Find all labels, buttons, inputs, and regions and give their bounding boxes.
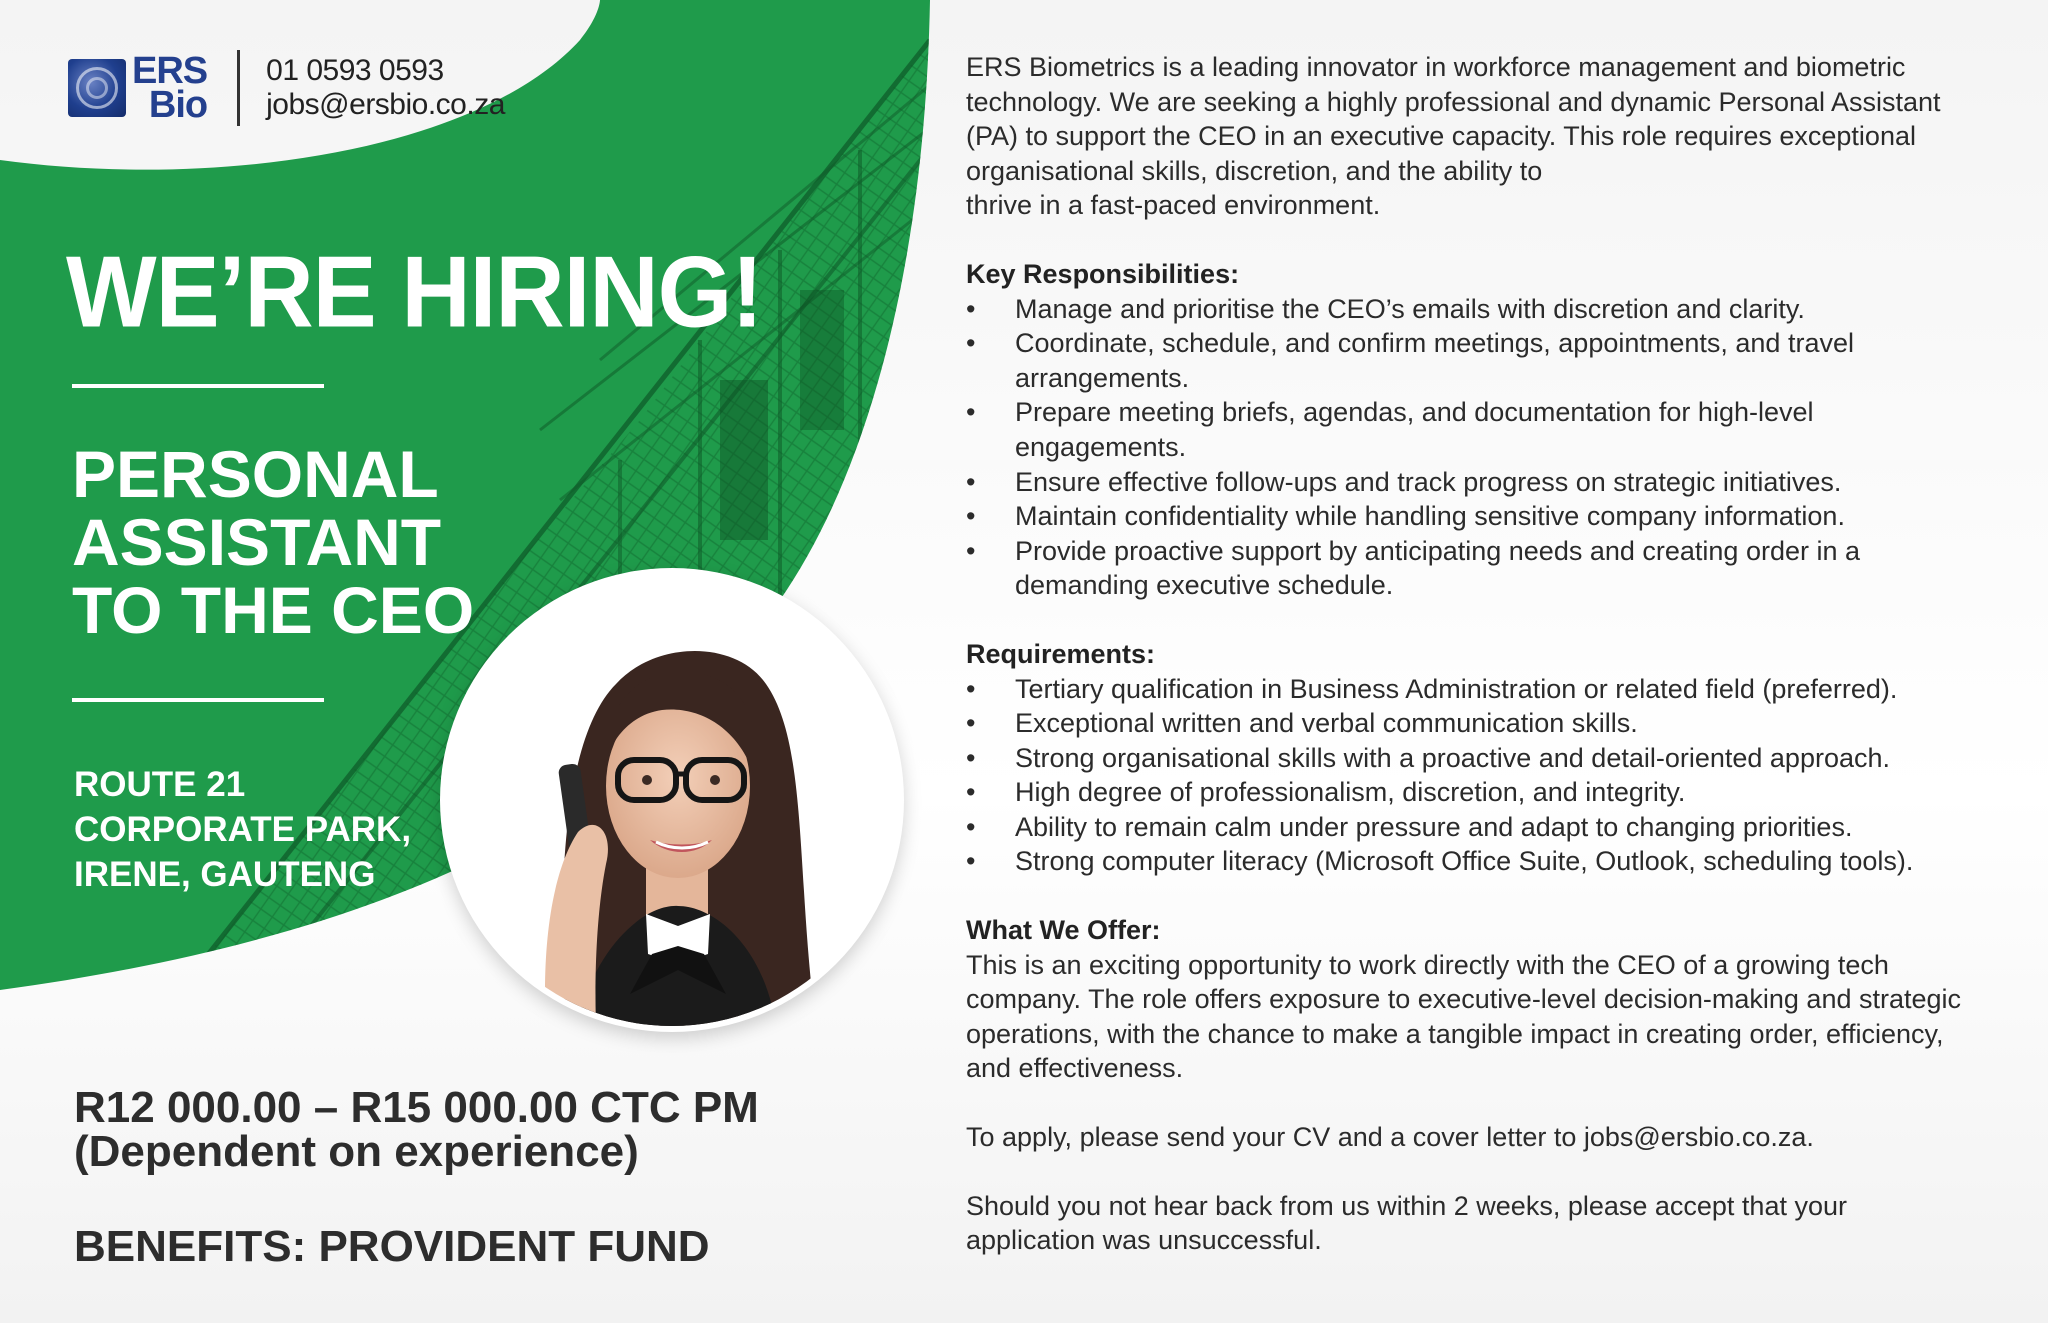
list-item-line: • Maintain confidentiality while handling sensitive company information. [1015,501,1845,532]
job-title-line: TO THE CEO [72,573,475,647]
list-item-line: • Exceptional written and verbal communication skills. [1015,708,1638,739]
logo-line-2: Bio [148,84,208,126]
salary-amount: R12 000.00 – R15 000.00 CTC PM [74,1083,759,1132]
intro-line: ERS Biometrics is a leading innovator in workforce management and biometric [966,52,1906,82]
list-item [966,499,2026,534]
divider-rule-bottom [72,698,324,702]
offer-heading: What We Offer: [966,915,1161,946]
list-item [966,775,2026,810]
offer-line: and effectiveness. [966,1053,1184,1084]
list-item [966,534,2026,603]
spacer [966,223,2026,257]
salary-note: (Dependent on experience) [74,1127,639,1176]
logo-line-1: ERS [132,49,208,92]
offer-line: company. The role offers exposure to executive-level decision-making and strategic [966,984,1962,1015]
benefits-text: BENEFITS: PROVIDENT FUND [74,1222,710,1271]
list-item-line: • Ability to remain calm under pressure and adapt to changing priorities. [1015,811,1853,842]
phone-number: 01 0593 0593 [266,54,444,87]
list-item [966,672,2026,707]
closing-note [966,1189,2026,1258]
divider-rule-top [72,384,324,388]
list-item-line: arrangements. [1015,362,1190,393]
offer-line: This is an exciting opportunity to work directly with the CEO of a growing tech [966,949,1889,980]
list-item-line: • Manage and prioritise the CEO’s emails with discretion and clarity. [1015,293,1805,324]
spacer [966,1086,2026,1120]
closing-line: Should you not hear back from us within 2 weeks, please accept that your [966,1190,1847,1221]
list-item-line: • Provide proactive support by anticipating needs and creating order in a [1015,535,1861,566]
hiring-headline: WE’RE HIRING! [66,236,763,349]
closing-line: application was unsuccessful. [966,1225,1322,1256]
intro-line: technology. We are seeking a highly professional and dynamic Personal Assistant [966,86,1941,117]
location-line: CORPORATE PARK, [74,810,412,849]
intro-line: organisational skills, discretion, and the ability to [966,155,1543,186]
list-item [966,741,2026,776]
list-item-line: • Coordinate, schedule, and confirm meetings, appointments, and travel [1015,328,1854,359]
responsibilities-heading: Key Responsibilities: [966,258,1240,289]
header-divider [237,50,240,126]
brand-header [68,50,505,126]
assistant-portrait-photo [446,574,898,1026]
list-item-line: • Strong organisational skills with a proactive and detail-oriented approach. [1015,742,1891,773]
list-item [966,395,2026,464]
job-title [72,437,475,647]
job-title-line: PERSONAL [72,437,439,511]
location-line: IRENE, GAUTENG [74,855,376,894]
list-item [966,844,2026,879]
list-item-line: • Prepare meeting briefs, agendas, and documentation for high-level [1015,397,1814,428]
list-item-line: engagements. [1015,431,1187,462]
list-item [966,810,2026,845]
spacer [966,603,2026,637]
job-location [74,762,411,897]
responsibilities-list [966,292,2026,603]
spacer [966,879,2026,913]
offer-line: operations, with the chance to make a tangible impact in creating order, efficiency, [966,1018,1944,1049]
fingerprint-logo-icon [68,59,126,117]
intro-paragraph [966,50,2026,223]
list-item-line: • Strong computer literacy (Microsoft Office Suite, Outlook, scheduling tools). [1015,846,1914,877]
contact-details [266,54,505,122]
list-item [966,465,2026,500]
list-item [966,326,2026,395]
job-title-line: ASSISTANT [72,505,442,579]
intro-line: (PA) to support the CEO in an executive capacity. This role requires exceptional [966,121,1916,152]
brand-logo-text [132,49,208,126]
contact-email: jobs@ersbio.co.za [266,88,505,121]
requirements-list [966,672,2026,880]
location-line: ROUTE 21 [74,765,246,804]
requirements-heading: Requirements: [966,638,1156,669]
offer-paragraph [966,948,2026,1086]
job-description [966,50,2026,1258]
list-item [966,292,2026,327]
salary-range [74,1083,759,1176]
spacer [966,1155,2026,1189]
list-item-line: demanding executive schedule. [1015,570,1394,601]
hero-panel [0,0,960,1323]
list-item-line: • High degree of professionalism, discretion, and integrity. [1015,777,1686,808]
list-item [966,706,2026,741]
intro-line: thrive in a fast-paced environment. [966,190,1381,221]
list-item-line: • Tertiary qualification in Business Administration or related field (preferred). [1015,673,1898,704]
list-item-line: • Ensure effective follow-ups and track progress on strategic initiatives. [1015,466,1842,497]
apply-instructions: To apply, please send your CV and a cover letter to jobs@ersbio.co.za. [966,1122,1814,1153]
